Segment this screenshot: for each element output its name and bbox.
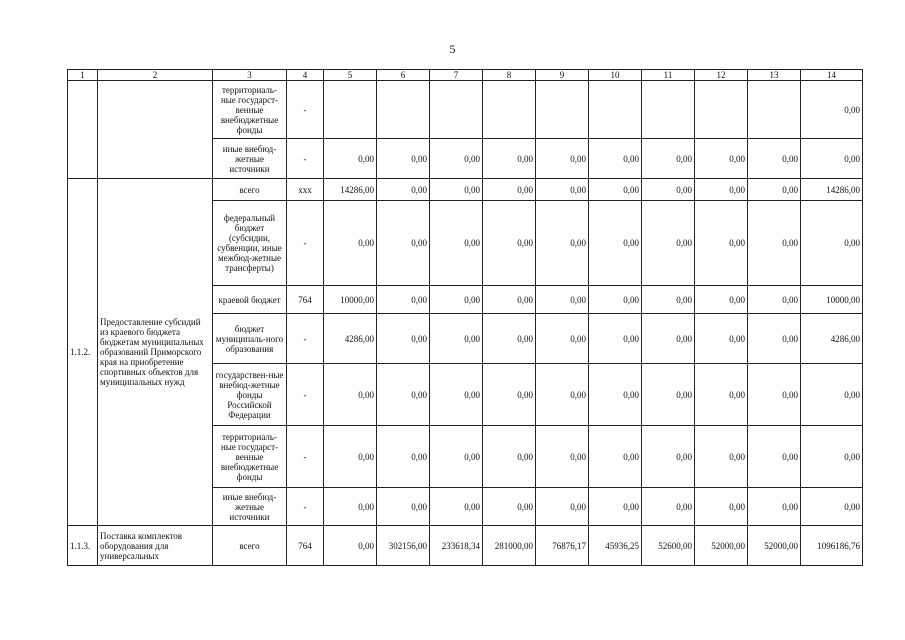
item-code: 1.1.2. (68, 179, 98, 526)
value-cell (483, 81, 536, 139)
value-cell: 0,00 (377, 488, 430, 526)
header-cell: 3 (213, 70, 287, 81)
funding-source: иные внебюд-жетные источники (213, 139, 287, 179)
value-cell (695, 81, 748, 139)
value-cell: 0,00 (430, 488, 483, 526)
item-name: Поставка комплектов оборудования для универсальных (98, 526, 213, 566)
header-cell: 12 (695, 70, 748, 81)
item-code (68, 81, 98, 179)
value-cell: 52600,00 (642, 526, 695, 566)
value-cell: 0,00 (324, 139, 377, 179)
value-cell: 0,00 (642, 139, 695, 179)
value-cell: 0,00 (430, 201, 483, 286)
header-cell: 11 (642, 70, 695, 81)
value-cell: 0,00 (536, 426, 589, 488)
value-cell: 0,00 (483, 364, 536, 426)
header-cell: 5 (324, 70, 377, 81)
value-cell: 0,00 (589, 139, 642, 179)
value-cell: 0,00 (377, 139, 430, 179)
kbk-code: - (287, 488, 324, 526)
value-cell: 0,00 (748, 314, 801, 364)
value-cell: 0,00 (536, 488, 589, 526)
value-cell: 14286,00 (324, 179, 377, 201)
header-cell: 7 (430, 70, 483, 81)
value-cell: 0,00 (324, 488, 377, 526)
value-cell (430, 81, 483, 139)
funding-source: бюджет муниципаль-ного образования (213, 314, 287, 364)
value-cell: 4286,00 (324, 314, 377, 364)
value-cell: 0,00 (748, 179, 801, 201)
value-cell: 10000,00 (801, 286, 863, 314)
value-cell: 0,00 (695, 201, 748, 286)
table-row (68, 81, 863, 139)
value-cell: 0,00 (589, 314, 642, 364)
value-cell: 0,00 (695, 139, 748, 179)
value-cell: 0,00 (589, 364, 642, 426)
value-cell: 0,00 (536, 364, 589, 426)
value-cell: 0,00 (801, 364, 863, 426)
value-cell: 0,00 (377, 364, 430, 426)
value-cell: 0,00 (483, 488, 536, 526)
value-cell: 0,00 (483, 426, 536, 488)
kbk-code: 764 (287, 286, 324, 314)
budget-table (67, 69, 863, 566)
page-number: 5 (449, 42, 456, 56)
header-row (68, 70, 863, 81)
value-cell: 0,00 (748, 139, 801, 179)
value-cell: 10000,00 (324, 286, 377, 314)
header-cell: 1 (68, 70, 98, 81)
value-cell: 0,00 (748, 364, 801, 426)
value-cell (536, 81, 589, 139)
value-cell: 0,00 (483, 201, 536, 286)
value-cell (377, 81, 430, 139)
funding-source: территориаль-ные государст-венные внебюджетные фонды (213, 81, 287, 139)
value-cell: 0,00 (801, 488, 863, 526)
value-cell: 0,00 (430, 426, 483, 488)
kbk-code: - (287, 139, 324, 179)
header-cell: 6 (377, 70, 430, 81)
value-cell (324, 81, 377, 139)
funding-source: всего (213, 526, 287, 566)
value-cell: 0,00 (695, 314, 748, 364)
kbk-code: - (287, 364, 324, 426)
value-cell: 0,00 (377, 201, 430, 286)
value-cell: 0,00 (801, 201, 863, 286)
value-cell: 0,00 (642, 426, 695, 488)
funding-source: краевой бюджет (213, 286, 287, 314)
funding-source: территориаль-ные государст-венные внебюджетные фонды (213, 426, 287, 488)
value-cell: 281000,00 (483, 526, 536, 566)
value-cell: 0,00 (695, 364, 748, 426)
value-cell: 0,00 (748, 286, 801, 314)
item-code: 1.1.3. (68, 526, 98, 566)
kbk-code: ххх (287, 179, 324, 201)
kbk-code: - (287, 201, 324, 286)
value-cell: 0,00 (642, 314, 695, 364)
value-cell: 0,00 (430, 179, 483, 201)
value-cell: 0,00 (801, 81, 863, 139)
header-cell: 4 (287, 70, 324, 81)
value-cell: 45936,25 (589, 526, 642, 566)
item-name: Предоставление субсидий из краевого бюджета бюджетам муниципальных образований Приморского края на приобретение спортивных объектов для муниципальных нужд (98, 179, 213, 526)
value-cell: 0,00 (642, 179, 695, 201)
value-cell: 0,00 (695, 488, 748, 526)
value-cell: 0,00 (536, 286, 589, 314)
kbk-code: 764 (287, 526, 324, 566)
value-cell: 0,00 (377, 286, 430, 314)
value-cell: 0,00 (801, 139, 863, 179)
value-cell: 76876,17 (536, 526, 589, 566)
value-cell: 0,00 (589, 488, 642, 526)
value-cell: 52000,00 (695, 526, 748, 566)
value-cell: 302156,00 (377, 526, 430, 566)
funding-source: всего (213, 179, 287, 201)
value-cell: 0,00 (536, 179, 589, 201)
value-cell: 0,00 (748, 426, 801, 488)
header-cell: 10 (589, 70, 642, 81)
value-cell: 0,00 (748, 201, 801, 286)
value-cell: 0,00 (695, 426, 748, 488)
value-cell: 0,00 (536, 314, 589, 364)
value-cell: 0,00 (377, 314, 430, 364)
value-cell: 0,00 (324, 526, 377, 566)
value-cell (642, 81, 695, 139)
item-name (98, 81, 213, 179)
value-cell: 0,00 (430, 139, 483, 179)
header-cell: 8 (483, 70, 536, 81)
table-row (68, 179, 863, 201)
header-cell: 13 (748, 70, 801, 81)
value-cell: 0,00 (483, 179, 536, 201)
value-cell: 1096186,76 (801, 526, 863, 566)
value-cell: 0,00 (589, 201, 642, 286)
value-cell: 0,00 (801, 426, 863, 488)
value-cell: 0,00 (642, 201, 695, 286)
header-cell: 9 (536, 70, 589, 81)
funding-source: государствен-ные внебюд-жетные фонды Российской Федерации (213, 364, 287, 426)
value-cell: 0,00 (483, 139, 536, 179)
value-cell: 0,00 (430, 314, 483, 364)
value-cell: 0,00 (642, 364, 695, 426)
kbk-code: - (287, 314, 324, 364)
header-cell: 14 (801, 70, 863, 81)
value-cell: 0,00 (430, 364, 483, 426)
table-row (68, 526, 863, 566)
kbk-code: - (287, 426, 324, 488)
value-cell: 0,00 (483, 286, 536, 314)
value-cell: 0,00 (324, 201, 377, 286)
value-cell: 0,00 (483, 314, 536, 364)
value-cell: 14286,00 (801, 179, 863, 201)
value-cell: 0,00 (642, 286, 695, 314)
value-cell: 0,00 (536, 201, 589, 286)
funding-source: федеральный бюджет (субсидии, субвенции, иные межбюд-жетные трансферты) (213, 201, 287, 286)
value-cell: 0,00 (589, 426, 642, 488)
value-cell: 0,00 (324, 364, 377, 426)
value-cell: 0,00 (642, 488, 695, 526)
kbk-code: - (287, 81, 324, 139)
value-cell (589, 81, 642, 139)
value-cell: 0,00 (589, 286, 642, 314)
value-cell: 233618,34 (430, 526, 483, 566)
funding-source: иные внебюд-жетные источники (213, 488, 287, 526)
value-cell: 52000,00 (748, 526, 801, 566)
value-cell: 4286,00 (801, 314, 863, 364)
value-cell: 0,00 (377, 426, 430, 488)
value-cell: 0,00 (536, 139, 589, 179)
header-cell: 2 (98, 70, 213, 81)
value-cell: 0,00 (695, 286, 748, 314)
value-cell: 0,00 (377, 179, 430, 201)
value-cell (748, 81, 801, 139)
value-cell: 0,00 (430, 286, 483, 314)
value-cell: 0,00 (324, 426, 377, 488)
value-cell: 0,00 (589, 179, 642, 201)
value-cell: 0,00 (695, 179, 748, 201)
value-cell: 0,00 (748, 488, 801, 526)
